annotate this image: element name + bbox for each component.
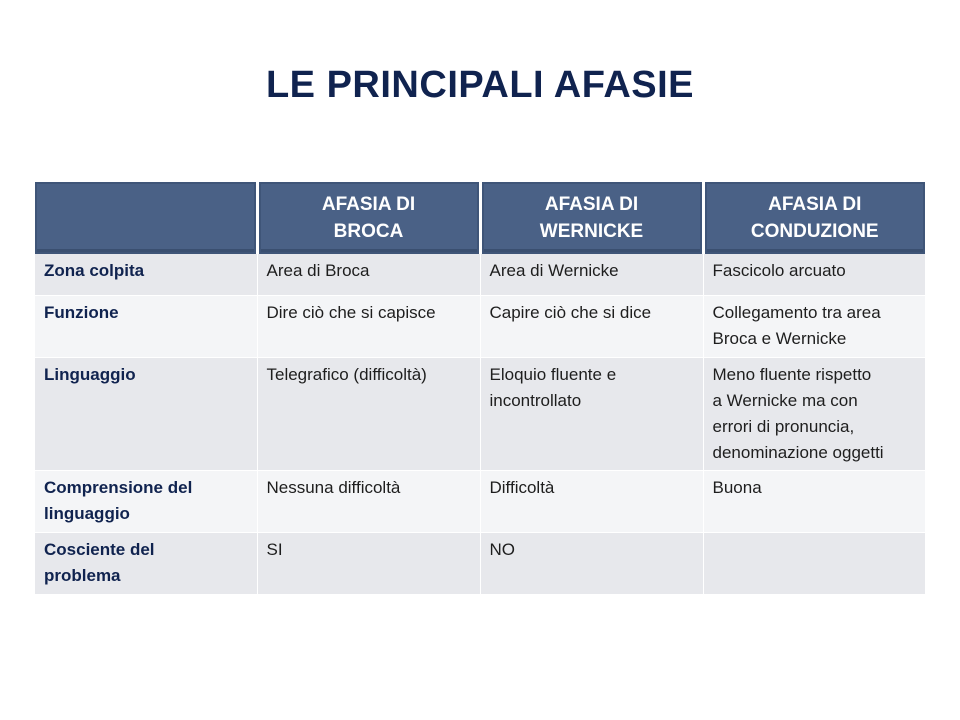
table-cell: SI: [257, 533, 480, 595]
header-empty-cell: [35, 182, 257, 254]
table-cell: Nessuna difficoltà: [257, 471, 480, 533]
slide-title: LE PRINCIPALI AFASIE: [265, 64, 695, 106]
table-cell: NO: [480, 533, 703, 595]
table-header-row: [35, 182, 925, 254]
table-row: [35, 471, 925, 533]
row-label: Zona colpita: [35, 254, 257, 296]
row-label: Comprensione del linguaggio: [35, 471, 257, 533]
table-row: [35, 254, 925, 296]
row-label: Funzione: [35, 296, 257, 358]
table-cell: Meno fluente rispetto a Wernicke ma con errori di pronuncia, denominazione oggetti: [703, 358, 925, 471]
row-label: Cosciente del problema: [35, 533, 257, 595]
header-conduzione: AFASIA DI CONDUZIONE: [703, 182, 925, 254]
table-cell: Area di Wernicke: [480, 254, 703, 296]
table-cell: Eloquio fluente e incontrollato: [480, 358, 703, 471]
row-label: Linguaggio: [35, 358, 257, 471]
table-cell: Capire ciò che si dice: [480, 296, 703, 358]
table-cell: Fascicolo arcuato: [703, 254, 925, 296]
table-cell: Collegamento tra area Broca e Wernicke: [703, 296, 925, 358]
table-cell: Area di Broca: [257, 254, 480, 296]
aphasia-table: [35, 182, 925, 595]
table-cell: Telegrafico (difficoltà): [257, 358, 480, 471]
table-cell: Dire ciò che si capisce: [257, 296, 480, 358]
table-row: [35, 296, 925, 358]
table-row: [35, 358, 925, 471]
table-cell: Difficoltà: [480, 471, 703, 533]
table-cell: Buona: [703, 471, 925, 533]
table-cell: [703, 533, 925, 595]
table-row: [35, 533, 925, 595]
header-broca: AFASIA DI BROCA: [257, 182, 480, 254]
header-wernicke: AFASIA DI WERNICKE: [480, 182, 703, 254]
